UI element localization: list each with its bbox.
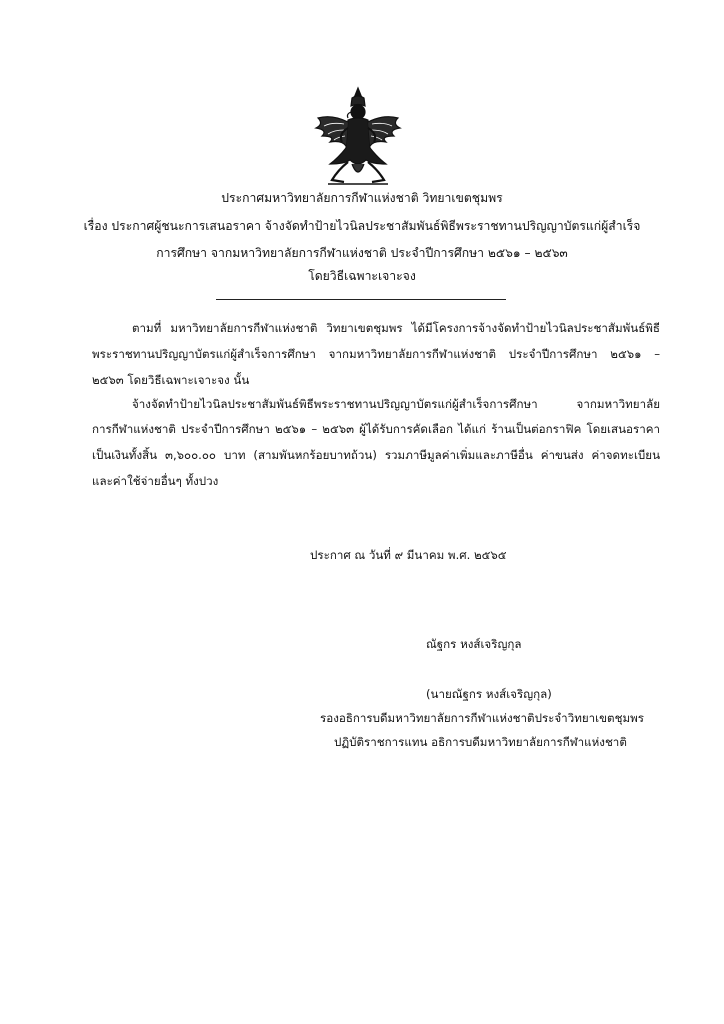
- heading-divider: [216, 299, 506, 300]
- signatory-position: รองอธิการบดีมหาวิทยาลัยการกีฬาแห่งชาติประจำวิทยาเขตชุมพร: [320, 711, 644, 725]
- signature: ณัฐกร หงส์เจริญกุล: [426, 637, 522, 651]
- signatory-full-name: (นายณัฐกร หงส์เจริญกุล): [426, 687, 552, 701]
- paragraph-1-line-2: พระราชทานปริญญาบัตรแก่ผู้สำเร็จการศึกษา จากมหาวิทยาลัยการกีฬาแห่งชาติ ประจำปีการศึกษา ๒๕๖๑ –: [92, 347, 660, 361]
- paragraph-2-line-3: เป็นเงินทั้งสิ้น ๓,๖๐๐.๐๐ บาท (สามพันหกร้อยบาทถ้วน) รวมภาษีมูลค่าเพิ่มและภาษีอื่น ค่าขนส่ง ค่าจดทะเบียน: [92, 448, 660, 462]
- subject-line: เรื่อง ประกาศผู้ชนะการเสนอราคา จ้างจัดทำป้ายไวนิลประชาสัมพันธ์พิธีพระราชทานปริญญาบัตรแก่ผู้สำเร็จ: [83, 219, 641, 233]
- paragraph-2-line-1: จ้างจัดทำป้ายไวนิลประชาสัมพันธ์พิธีพระราชทานปริญญาบัตรแก่ผู้สำเร็จการศึกษา จากมหาวิทยาลัย: [132, 397, 660, 411]
- paragraph-1-line-3: ๒๕๖๓ โดยวิธีเฉพาะเจาะจง นั้น: [92, 373, 250, 387]
- subject-line-continued: การศึกษา จากมหาวิทยาลัยการกีฬาแห่งชาติ ประจำปีการศึกษา ๒๕๖๑ – ๒๕๖๓: [156, 246, 568, 260]
- announcement-title: ประกาศมหาวิทยาลัยการกีฬาแห่งชาติ วิทยาเขตชุมพร: [221, 191, 503, 205]
- paragraph-2-line-2: การกีฬาแห่งชาติ ประจำปีการศึกษา ๒๕๖๑ – ๒๕๖๓ ผู้ได้รับการคัดเลือก ได้แก่ ร้านเป็นต่อกราฟิค โดยเสนอราคา: [92, 422, 660, 436]
- paragraph-2-line-4: และค่าใช้จ่ายอื่นๆ ทั้งปวง: [92, 474, 219, 488]
- signatory-acting-position: ปฏิบัติราชการแทน อธิการบดีมหาวิทยาลัยการกีฬาแห่งชาติ: [334, 735, 627, 749]
- garuda-emblem-icon: [308, 84, 408, 192]
- procurement-method: โดยวิธีเฉพาะเจาะจง: [308, 269, 416, 283]
- paragraph-1-line-1: ตามที่ มหาวิทยาลัยการกีฬาแห่งชาติ วิทยาเขตชุมพร ได้มีโครงการจ้างจัดทำป้ายไวนิลประชาสัมพันธ์พิธี: [132, 321, 660, 335]
- announcement-date: ประกาศ ณ วันที่ ๙ มีนาคม พ.ศ. ๒๕๖๕: [310, 548, 507, 562]
